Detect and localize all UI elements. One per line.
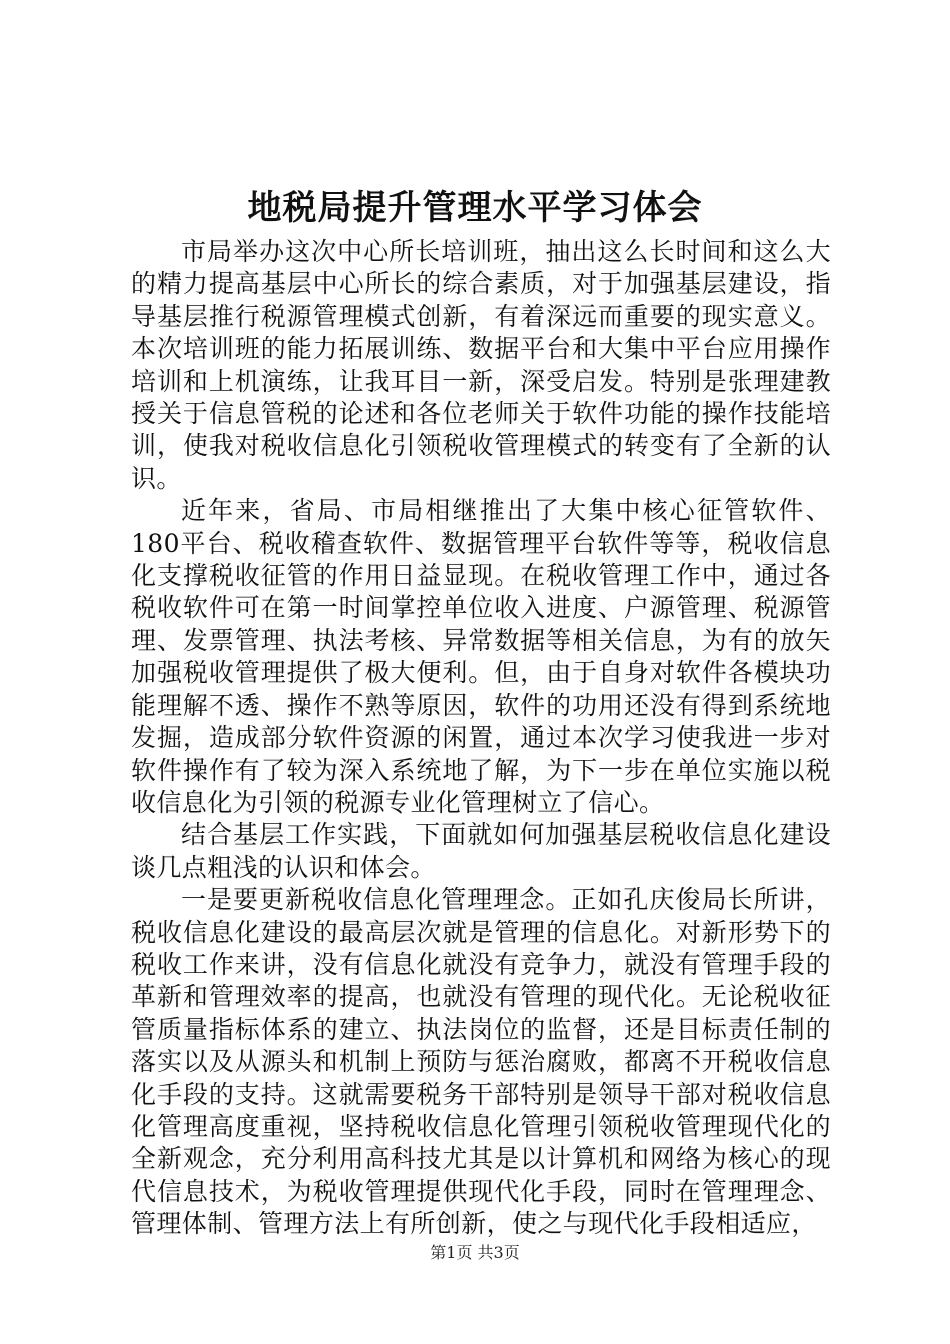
document-body — [131, 236, 831, 1241]
document-title: 地税局提升管理水平学习体会 — [247, 188, 703, 228]
page-footer: 第1页 共3页 — [430, 1243, 520, 1262]
paragraph-3: 结合基层工作实践，下面就如何加强基层税收信息化建设谈几点粗浅的认识和体会。 — [131, 820, 831, 882]
paragraph-1: 市局举办这次中心所长培训班，抽出这么长时间和这么大的精力提高基层中心所长的综合素质，对于加强基层建设，指导基层推行税源管理模式创新，有着深远而重要的现实意义。本次培训班的能力拓展训练、数据平台和大集中平台应用操作培训和上机演练，让我耳目一新，深受启发。特别是张理建教授关于信息管税的论述和各位老师关于软件功能的操作技能培训，使我对税收信息化引领税收管理模式的转变有了全新的认识。 — [131, 237, 831, 493]
paragraph-4: 一是要更新税收信息化管理理念。正如孔庆俊局长所讲，税收信息化建设的最高层次就是管理的信息化。对新形势下的税收工作来讲，没有信息化就没有竞争力，就没有管理手段的革新和管理效率的提高，也就没有管理的现代化。无论税收征管质量指标体系的建立、执法岗位的监督，还是目标责任制的落实以及从源头和机制上预防与惩治腐败，都离不开税收信息化手段的支持。这就需要税务干部特别是领导干部对税收信息化管理高度重视，坚持税收信息化管理引领税收管理现代化的全新观念，充分利用高科技尤其是以计算机和网络为核心的现代信息技术，为税收管理提供现代化手段，同时在管理理念、管理体制、管理方法上有所创新，使之与现代化手段相适应， — [131, 885, 831, 1239]
paragraph-2: 近年来，省局、市局相继推出了大集中核心征管软件、180平台、税收稽查软件、数据管理平台软件等等，税收信息化支撑税收征管的作用日益显现。在税收管理工作中，通过各税收软件可在第一时间掌控单位收入进度、户源管理、税源管理、发票管理、执法考核、异常数据等相关信息，为有的放矢加强税收管理提供了极大便利。但，由于自身对软件各模块功能理解不透、操作不熟等原因，软件的功用还没有得到系统地发掘，造成部分软件资源的闲置，通过本次学习使我进一步对软件操作有了较为深入系统地了解，为下一步在单位实施以税收信息化为引领的税源专业化管理树立了信心。 — [131, 496, 831, 817]
